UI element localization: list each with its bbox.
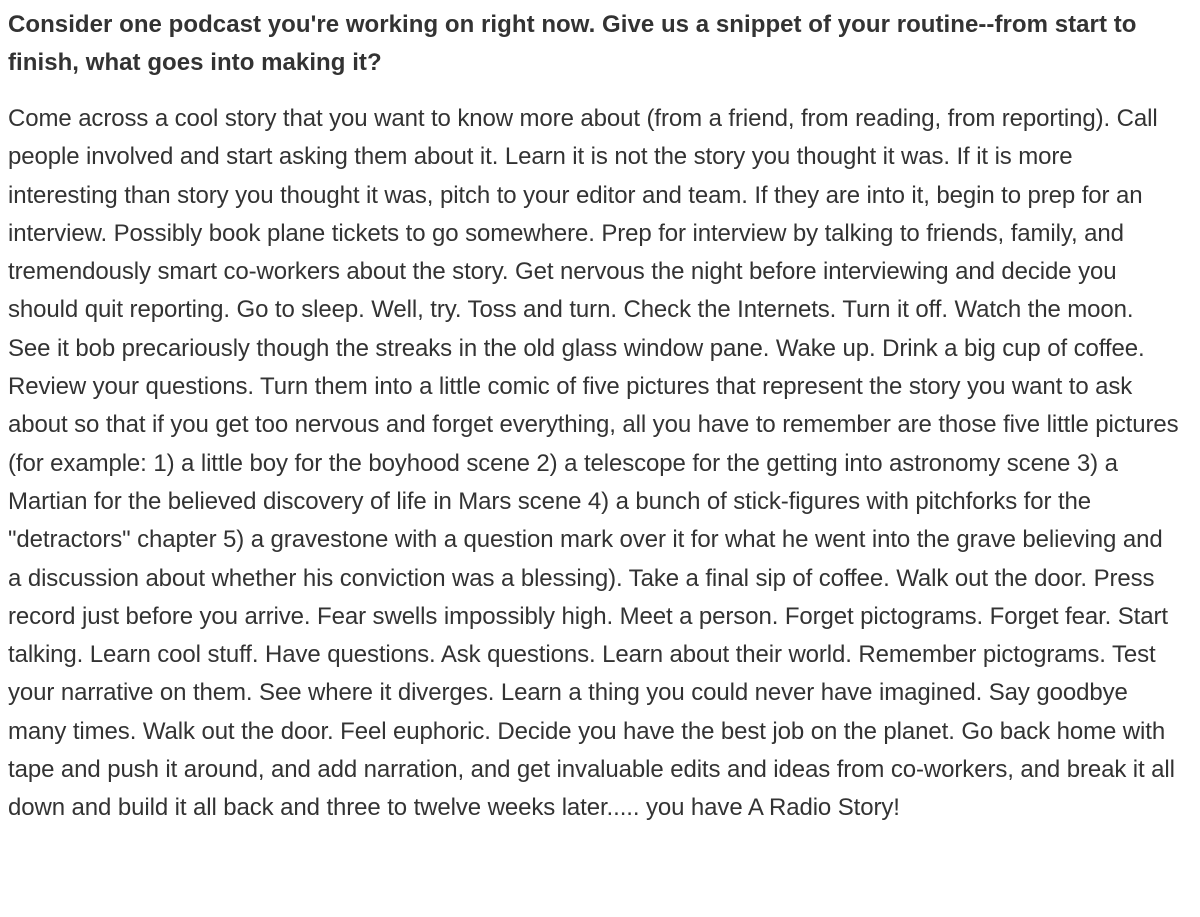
interview-question: Consider one podcast you're working on right now. Give us a snippet of your routine--from start to finish, what goes into making it?: [8, 11, 1137, 76]
interview-answer: Come across a cool story that you want to know more about (from a friend, from reading, from reporting). Call people involved and start asking them about it. Learn it is not the story you thought it was. If it is more interesting than story you thought it was, pitch to your editor and team. If they are into it, begin to prep for an interview. Possibly book plane tickets to go somewhere. Prep for interview by talking to friends, family, and tremendously smart co-workers about the story. Get nervous the night before interviewing and decide you should quit reporting. Go to sleep. Well, try. Toss and turn. Check the Internets. Turn it off. Watch the moon. See it bob precariously though the streaks in the old glass window pane. Wake up. Drink a big cup of coffee. Review your questions. Turn them into a little comic of five pictures that represent the story you want to ask about so that if you get too nervous and forget everything, all you have to remember are those five little pictures (for example: 1) a little boy for the boyhood scene 2) a telescope for the getting into astronomy scene 3) a Martian for the believed discovery of life in Mars scene 4) a bunch of stick-figures with pitchforks for the "detractors" chapter 5) a gravestone with a question mark over it for what he went into the grave believing and a discussion about whether his conviction was a blessing). Take a final sip of coffee. Walk out the door. Press record just before you arrive. Fear swells impossibly high. Meet a person. Forget pictograms. Forget fear. Start talking. Learn cool stuff. Have questions. Ask questions. Learn about their world. Remember pictograms. Test your narrative on them. See where it diverges. Learn a thing you could never have imagined. Say goodbye many times. Walk out the door. Feel euphoric. Decide you have the best job on the planet. Go back home with tape and push it around, and add narration, and get invaluable edits and ideas from co-workers, and break it all down and build it all back and three to twelve weeks later..... you have A Radio Story!: [8, 105, 1179, 822]
interview-article: [8, 0, 1180, 828]
